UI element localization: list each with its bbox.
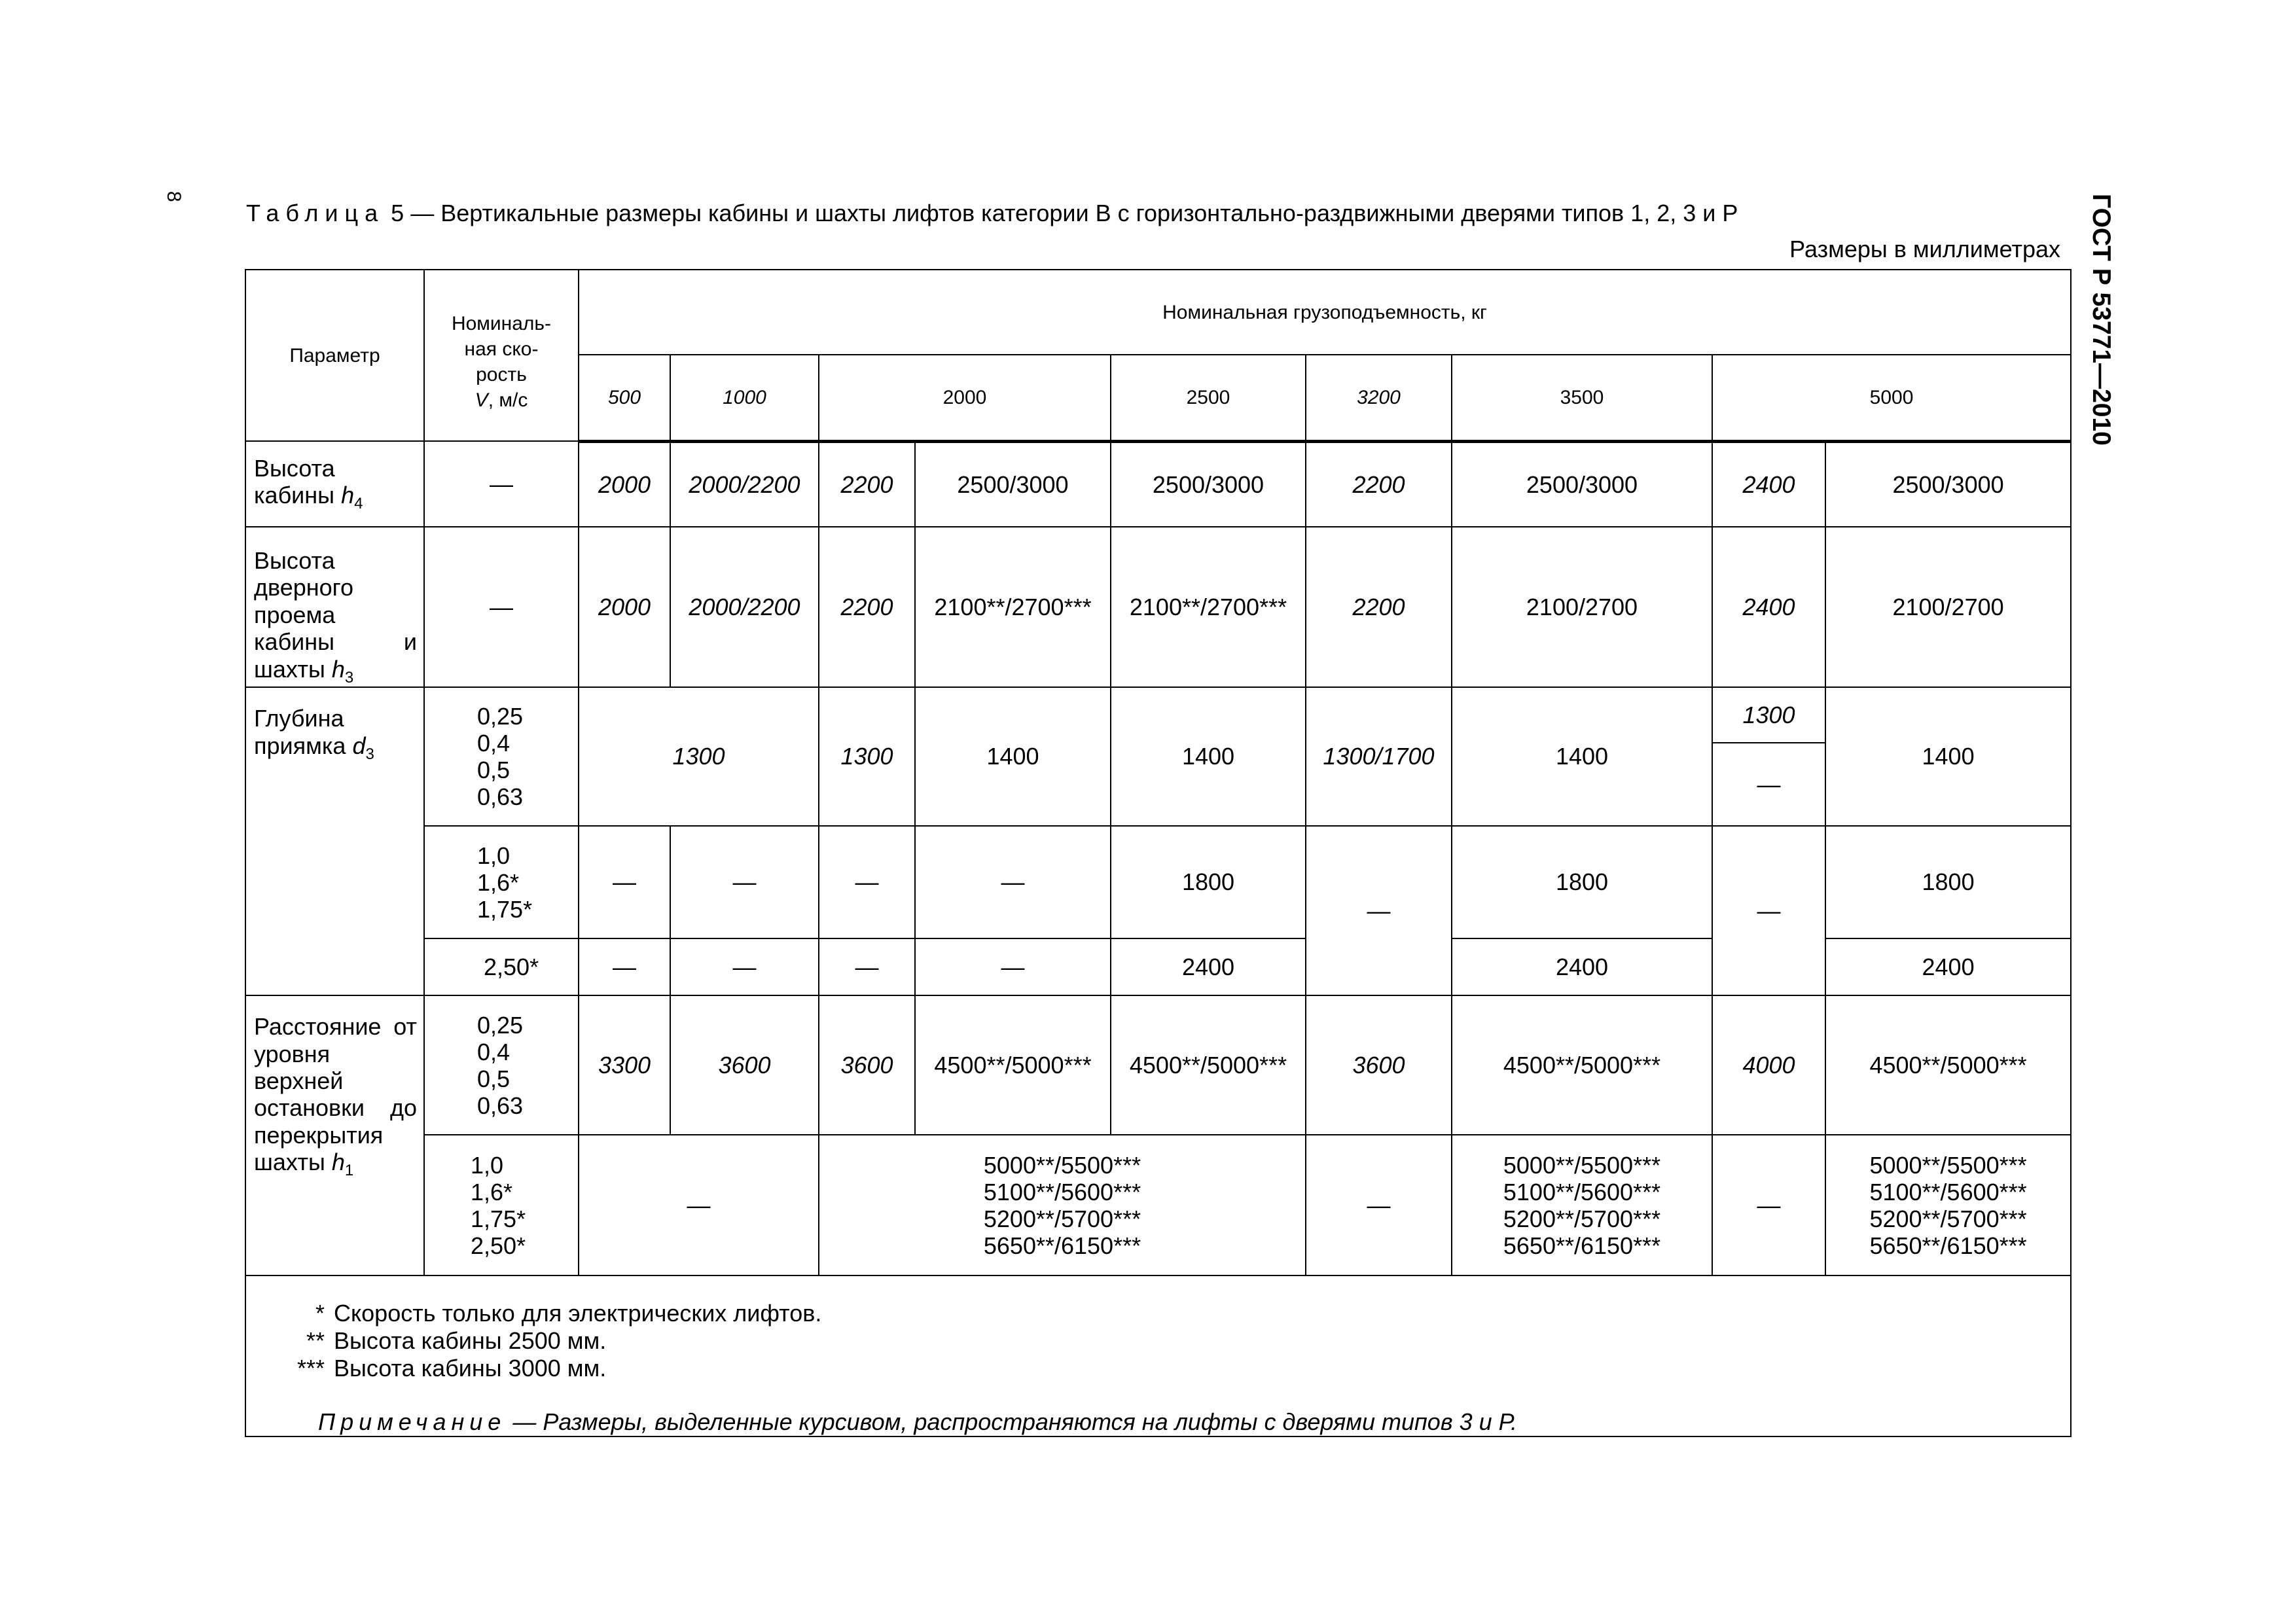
footnotes-cell (245, 1275, 2071, 1436)
value-cell: 5000**/5500*** 5100**/5600*** 5200**/5700*** 5650**/6150*** (819, 1135, 1306, 1275)
speed-cell: — (424, 441, 579, 527)
value-cell: 2200 (819, 527, 915, 687)
value-cell: — (670, 938, 819, 995)
value-cell: 2500/3000 (915, 441, 1111, 527)
value-cell: — (1712, 826, 1825, 995)
value-cell: 1400 (1452, 687, 1712, 826)
value-cell: 1400 (1111, 687, 1306, 826)
load-2000: 2000 (819, 355, 1111, 441)
header-capacity: Номинальная грузоподъемность, кг (579, 270, 2071, 355)
value-cell: 3600 (819, 995, 915, 1135)
value-cell: — (670, 826, 819, 938)
speed-cell: 1,0 1,6* 1,75* (424, 826, 579, 938)
value-cell: 3600 (670, 995, 819, 1135)
load-1000: 1000 (670, 355, 819, 441)
value-cell: — (1306, 826, 1452, 995)
value-cell: 2000 (579, 527, 670, 687)
caption-label: Таблица (246, 200, 385, 226)
value-cell: — (579, 938, 670, 995)
value-cell: — (579, 1135, 819, 1275)
value-cell: 2400 (1452, 938, 1712, 995)
value-cell: 1800 (1452, 826, 1712, 938)
load-3200: 3200 (1306, 355, 1452, 441)
table-row (245, 687, 2071, 743)
value-cell: 4500**/5000*** (1452, 995, 1712, 1135)
table-row (245, 1135, 2071, 1275)
value-cell: 2100/2700 (1825, 527, 2071, 687)
document-code: ГОСТ Р 53771—2010 (2087, 194, 2115, 446)
speed-cell: 0,25 0,4 0,5 0,63 (424, 687, 579, 826)
param-cabin-height: Высота кабины $h_4$ (245, 441, 424, 527)
load-500: 500 (579, 355, 670, 441)
value-cell: 2500/3000 (1452, 441, 1712, 527)
value-cell: — (579, 826, 670, 938)
value-cell: 3600 (1306, 995, 1452, 1135)
value-cell: 2400 (1825, 938, 2071, 995)
value-cell: 2100/2700 (1452, 527, 1712, 687)
value-cell: 2100**/2700*** (1111, 527, 1306, 687)
value-cell: — (915, 826, 1111, 938)
value-cell: 2400 (1712, 441, 1825, 527)
footnote: * Скорость только для электрических лифтов. (315, 1300, 822, 1327)
footnote: ** Высота кабины 2500 мм. (306, 1327, 607, 1355)
speed-cell: 1,0 1,6* 1,75* 2,50* (424, 1135, 579, 1275)
value-cell: — (1712, 1135, 1825, 1275)
param-door-height: Высота дверного проема кабины и шахты $h_3$ (245, 527, 424, 687)
value-cell: 2200 (819, 441, 915, 527)
table-row (245, 826, 2071, 938)
value-cell: 4500**/5000*** (1111, 995, 1306, 1135)
value-cell: — (915, 938, 1111, 995)
value-cell: 1300/1700 (1306, 687, 1452, 826)
table-row (245, 441, 2071, 527)
value-cell: 1300 (579, 687, 819, 826)
value-cell: 4500**/5000*** (915, 995, 1111, 1135)
value-cell: 4000 (1712, 995, 1825, 1135)
value-cell: 2200 (1306, 441, 1452, 527)
value-cell: 2100**/2700*** (915, 527, 1111, 687)
units-note: Размеры в миллиметрах (1789, 236, 2060, 262)
value-cell: 5000**/5500*** 5100**/5600*** 5200**/5700*** 5650**/6150*** (1452, 1135, 1712, 1275)
value-cell: 2200 (1306, 527, 1452, 687)
value-cell: 2500/3000 (1111, 441, 1306, 527)
param-overhead: Расстояние от уровня верхней остановки до перекрытия шахты $h_1$ (245, 995, 424, 1275)
table-caption (246, 200, 1738, 227)
param-pit-depth: Глубина приямка $d_3$ (245, 687, 424, 995)
value-cell: 2000 (579, 441, 670, 527)
value-cell: 1300 (1712, 687, 1825, 743)
value-cell: — (1712, 743, 1825, 826)
value-cell: 2000/2200 (670, 441, 819, 527)
page-number: 8 (163, 191, 185, 202)
value-cell: — (1306, 1135, 1452, 1275)
footnote: *** Высота кабины 3000 мм. (296, 1355, 607, 1382)
load-3500: 3500 (1452, 355, 1712, 441)
speed-cell: — (424, 527, 579, 687)
value-cell: 1800 (1825, 826, 2071, 938)
table-note: Примечание — Размеры, выделенные курсивом, распространяются на лифты с дверями типов 3 и Р. (318, 1408, 1518, 1436)
caption-text: 5 — Вертикальные размеры кабины и шахты лифтов категории В с горизонтально-раздвижными дверями типов 1, 2, 3 и Р (391, 200, 1738, 226)
value-cell: 2400 (1111, 938, 1306, 995)
value-cell: 1800 (1111, 826, 1306, 938)
table-row (245, 527, 2071, 687)
value-cell: 5000**/5500*** 5100**/5600*** 5200**/5700*** 5650**/6150*** (1825, 1135, 2071, 1275)
speed-cell: 2,50* (424, 938, 579, 995)
value-cell: 2500/3000 (1825, 441, 2071, 527)
value-cell: 3300 (579, 995, 670, 1135)
load-2500: 2500 (1111, 355, 1306, 441)
value-cell: — (819, 938, 915, 995)
value-cell: 1400 (915, 687, 1111, 826)
value-cell: — (819, 826, 915, 938)
dimensions-table (245, 269, 2072, 1437)
value-cell: 1400 (1825, 687, 2071, 826)
value-cell: 2400 (1712, 527, 1825, 687)
value-cell: 1300 (819, 687, 915, 826)
table-row (245, 995, 2071, 1135)
speed-cell: 0,25 0,4 0,5 0,63 (424, 995, 579, 1135)
value-cell: 2000/2200 (670, 527, 819, 687)
value-cell: 4500**/5000*** (1825, 995, 2071, 1135)
load-5000: 5000 (1712, 355, 2071, 441)
header-param: Параметр (245, 270, 424, 441)
header-speed: Номиналь- ная ско- рость V, м/с (424, 270, 579, 441)
